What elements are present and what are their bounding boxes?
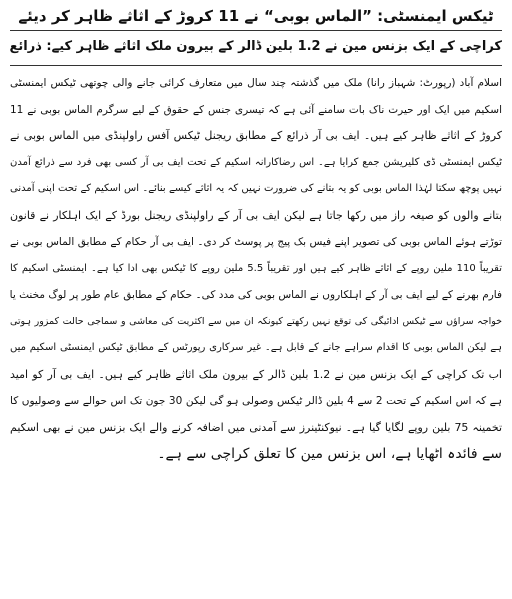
body-line: اسلام آباد (رپورٹ: شہباز رانا) ملک میں گذشتہ چند سال میں متعارف کرائی جانے والی چوتھی ٹیکس ایمنسٹی bbox=[10, 77, 502, 89]
article-subheadline: کراچی کے ایک بزنس مین نے 1.2 بلین ڈالر کے بیرون ملک اثاثے ظاہر کیے: ذرائع bbox=[9, 39, 502, 54]
body-line: تقریباً 110 ملین روپے کے اثاثے ظاہر کیے ہیں اور تقریباً 5.5 ملین روپے کا ٹیکس بھی ادا کیا ہے۔ ایمنسٹی اسکیم کا bbox=[10, 262, 502, 274]
body-line: اسکیم میں ایک اور حیرت ناک بات سامنے آئی ہے کہ تیسری جنس کے حقوق کے لیے سرگرم الماس بوبی نے 11 bbox=[10, 103, 502, 116]
body-line: اب تک کراچی کے ایک بزنس مین نے 1.2 بلین ڈالر کے بیرون ملک اثاثے ظاہر کیے ہیں۔ ایف بی آر کو امید bbox=[10, 367, 502, 381]
body-line: بتانے والوں کو صیغہ راز میں رکھا جاتا ہے لیکن ایف بی آر کے راولپنڈی ریجنل بورڈ کے ایک اہلکار نے قانون bbox=[10, 208, 502, 222]
body-line: نہیں پوچھ سکتا لہٰذا الماس بوبی کو یہ بتانے کی ضرورت نہیں کہ یہ اثاثے کیسے بنائے۔ اس اسکیم کے تحت اپنی آمدنی bbox=[10, 183, 502, 194]
article-headline: ٹیکس ایمنسٹی: ”الماس بوبی“ نے 11 کروڑ کے اثاثے ظاہر کر دیئے bbox=[18, 7, 494, 25]
body-line: ٹیکس ایمنسٹی ڈی کلیریشن جمع کرایا ہے۔ اس رضاکارانہ اسکیم کے تحت ایف بی آر کسی بھی فرد سے ذرائع آمدن bbox=[10, 156, 502, 168]
body-line: توڑتے ہوئے الماس بوبی کی تصویر اپنے فیس بک پیج پر پوسٹ کر دی۔ ایف بی آر حکام کے مطابق الماس بوبی نے bbox=[10, 236, 502, 248]
body-line: سے فائدہ اٹھایا ہے، اس بزنس مین کا تعلق کراچی سے ہے۔ bbox=[157, 446, 502, 462]
body-line: ہے کہ اس اسکیم کے تحت 2 سے 4 بلین ڈالر ٹیکس وصولی ہو گی لیکن 30 جون تک اس حوالے سے وصولیوں کا bbox=[10, 395, 502, 407]
subheadline-divider bbox=[10, 65, 502, 66]
body-line: تخمینہ 75 بلین روپے لگایا گیا ہے۔ نیوکنٹینرز سے آمدنی میں اضافہ کرنے والے ایک بزنس مین نے بھی اسکیم bbox=[10, 420, 502, 434]
body-line: ہے لیکن الماس بوبی کا اقدام سراہے جانے کے قابل ہے۔ غیر سرکاری رپورٹس کے مطابق ٹیکس ایمنسٹی اسکیم میں bbox=[10, 342, 502, 353]
body-line: خواجہ سراؤں سے ٹیکس ادائیگی کی توقع نہیں رکھتے کیونکہ ان میں سے اکثریت کی معاشی و سماجی حالت کمزور ہوتی bbox=[10, 315, 502, 327]
body-line: کروڑ کے اثاثے ظاہر کیے ہیں۔ ایف بی آر ذرائع کے مطابق ریجنل ٹیکس آفس راولپنڈی میں الماس بوبی نے bbox=[10, 129, 502, 142]
body-line: فارم بھرنے کے لیے ایف بی آر کے اہلکاروں نے الماس بوبی کی مدد کی۔ حکام کے مطابق عام طور پر لوگ مخنث یا bbox=[10, 289, 502, 301]
headline-divider bbox=[10, 30, 502, 31]
article-body bbox=[10, 70, 502, 468]
